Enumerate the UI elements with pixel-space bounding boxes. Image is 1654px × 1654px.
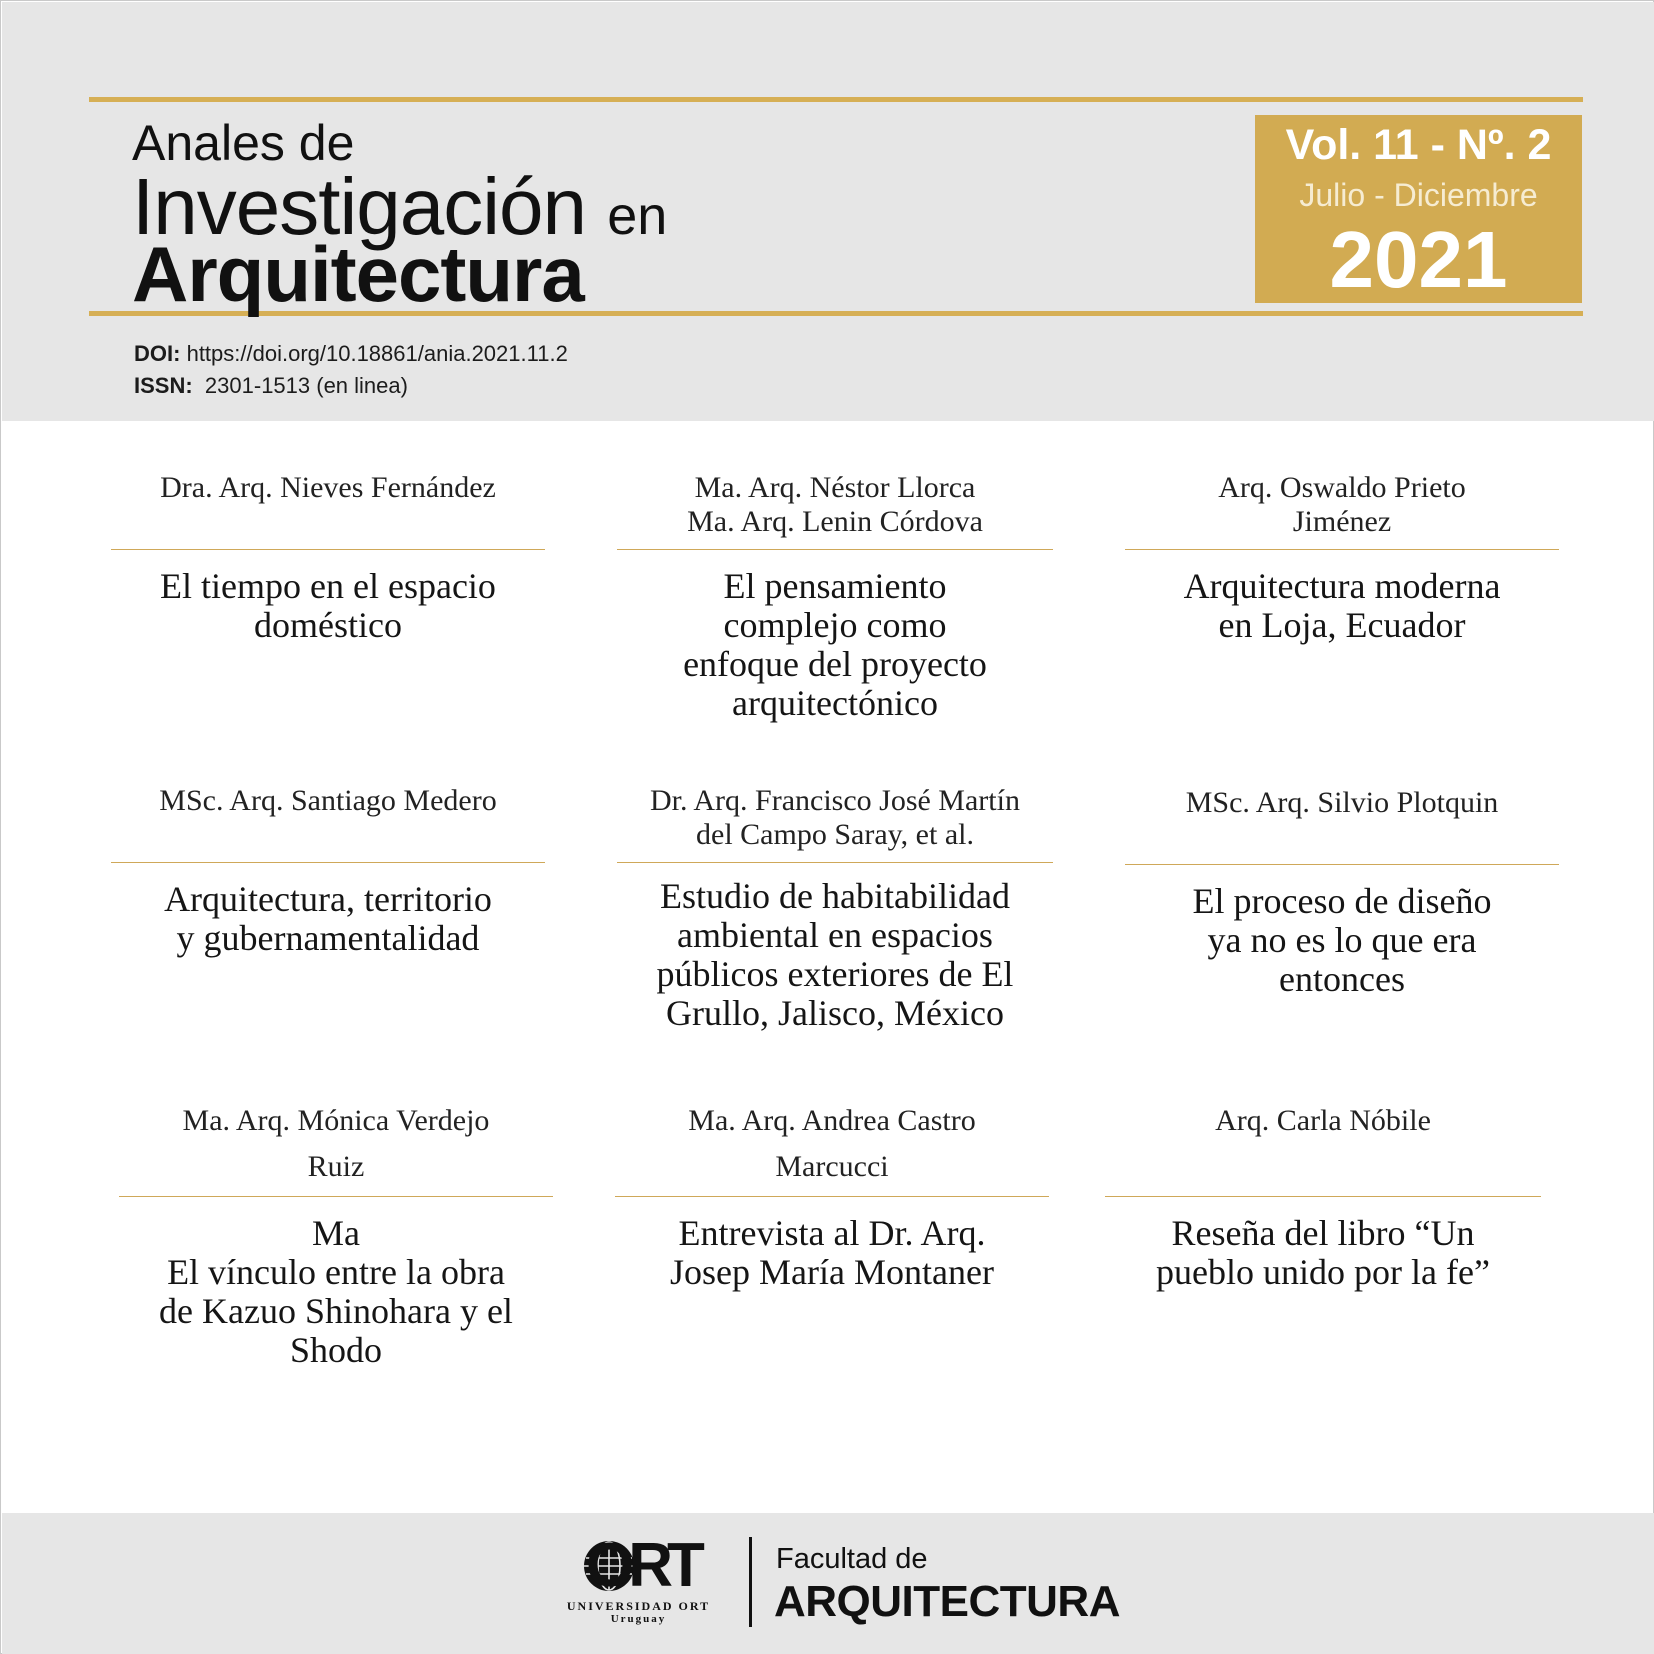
author-line: Ma. Arq. Néstor Llorca (694, 471, 976, 504)
title-line: doméstico (254, 605, 402, 645)
title-line: Reseña del libro “Un (1171, 1213, 1475, 1253)
title-line: Estudio de habitabilidad (660, 876, 1010, 916)
title-line: en Loja, Ecuador (1218, 605, 1466, 645)
article-title (617, 567, 1053, 723)
author-line: Ma. Arq. Mónica Verdejo (182, 1104, 490, 1137)
article-5[interactable] (617, 784, 1053, 1044)
author-line: Arq. Carla Nóbile (1215, 1104, 1431, 1137)
journal-title-word: Investigación (132, 162, 586, 251)
header-top-rule (89, 97, 1583, 102)
ort-country-label: Uruguay (610, 1613, 667, 1625)
article-title (1125, 567, 1559, 645)
author-line: MSc. Arq. Silvio Plotquin (1185, 786, 1499, 819)
article-authors (111, 784, 545, 818)
article-divider (615, 1196, 1049, 1197)
title-line: Shodo (289, 1330, 383, 1370)
title-line: pueblo unido por la fe” (1156, 1252, 1490, 1292)
article-1[interactable] (111, 471, 545, 721)
article-divider (1105, 1196, 1541, 1197)
author-line: Ma. Arq. Andrea Castro (688, 1104, 976, 1137)
journal-title-suffix: en (607, 186, 668, 246)
title-line: arquitectónico (732, 683, 938, 723)
title-line: El proceso de diseño (1192, 881, 1492, 921)
article-authors (617, 471, 1053, 539)
title-line: Josep María Montaner (670, 1252, 994, 1292)
article-2[interactable] (617, 471, 1053, 731)
title-line: complejo como (723, 605, 947, 645)
article-divider (617, 549, 1053, 550)
title-line: ya no es lo que era (1207, 920, 1477, 960)
article-7[interactable] (119, 1098, 553, 1378)
article-6[interactable] (1125, 786, 1559, 1006)
article-authors (617, 784, 1053, 852)
journal-title-line1: Anales de (132, 115, 355, 171)
ort-university-label: UNIVERSIDAD ORT (566, 1599, 711, 1613)
title-line: Entrevista al Dr. Arq. (678, 1213, 986, 1253)
author-line: Ruiz (307, 1150, 365, 1183)
article-authors (1105, 1098, 1541, 1144)
article-authors (1125, 786, 1559, 820)
footer-separator (749, 1537, 752, 1627)
article-4[interactable] (111, 784, 545, 984)
issue-year: 2021 (1329, 215, 1508, 304)
issn-label: ISSN: (134, 373, 193, 398)
article-authors (119, 1098, 553, 1190)
title-line: entonces (1279, 959, 1405, 999)
ort-logo[interactable] (546, 1531, 731, 1625)
doi-link[interactable]: https://doi.org/10.18861/ania.2021.11.2 (186, 341, 568, 366)
issue-box (1255, 115, 1582, 303)
article-divider (617, 862, 1053, 863)
journal-title-line3: Arquitectura (132, 230, 584, 318)
author-line: Dra. Arq. Nieves Fernández (160, 471, 496, 504)
title-line: El tiempo en el espacio (160, 566, 496, 606)
author-line: Dr. Arq. Francisco José Martín (650, 784, 1020, 817)
faculty-line2: ARQUITECTURA (774, 1577, 1120, 1626)
article-title (111, 567, 545, 645)
article-8[interactable] (615, 1098, 1049, 1298)
article-title (617, 877, 1053, 1033)
title-line: Arquitectura moderna (1183, 566, 1501, 606)
author-line: Marcucci (775, 1150, 889, 1183)
title-line: y gubernamentalidad (176, 918, 480, 958)
issue-volume: Vol. 11 - Nº. 2 (1285, 121, 1552, 169)
title-line: públicos exteriores de El (656, 954, 1014, 994)
doi-line (134, 341, 568, 367)
title-line: ambiental en espacios (677, 915, 993, 955)
article-authors (615, 1098, 1049, 1190)
article-divider (119, 1196, 553, 1197)
title-line: enfoque del proyecto (683, 644, 987, 684)
issue-period: Julio - Diciembre (1299, 177, 1538, 213)
article-divider (1125, 864, 1559, 865)
article-title (111, 880, 545, 958)
article-9[interactable] (1105, 1098, 1541, 1298)
author-line: MSc. Arq. Santiago Medero (159, 784, 497, 817)
article-authors (1125, 471, 1559, 539)
author-line: del Campo Saray, et al. (696, 818, 974, 851)
article-title (1105, 1214, 1541, 1292)
article-title (119, 1214, 553, 1370)
faculty-line1: Facultad de (776, 1543, 928, 1575)
title-line: Arquitectura, territorio (164, 879, 492, 919)
title-line: Ma (312, 1213, 360, 1253)
article-divider (1125, 549, 1559, 550)
author-line: Arq. Oswaldo Prieto (1218, 471, 1466, 504)
article-divider (111, 862, 545, 863)
doi-label: DOI: (134, 341, 181, 366)
author-line: Jiménez (1292, 505, 1392, 538)
title-line: El pensamiento (723, 566, 947, 606)
article-title (615, 1214, 1049, 1292)
article-title (1125, 882, 1559, 999)
title-line: El vínculo entre la obra (167, 1252, 505, 1292)
issn-line (134, 373, 408, 399)
ort-logo-text: ORT (586, 1531, 699, 1600)
title-line: de Kazuo Shinohara y el (159, 1291, 513, 1331)
title-line: Grullo, Jalisco, México (666, 993, 1004, 1033)
article-authors (111, 471, 545, 505)
article-3[interactable] (1125, 471, 1559, 721)
issn-value: 2301-1513 (en linea) (204, 373, 408, 398)
author-line: Ma. Arq. Lenin Córdova (687, 505, 983, 538)
article-divider (111, 549, 545, 550)
